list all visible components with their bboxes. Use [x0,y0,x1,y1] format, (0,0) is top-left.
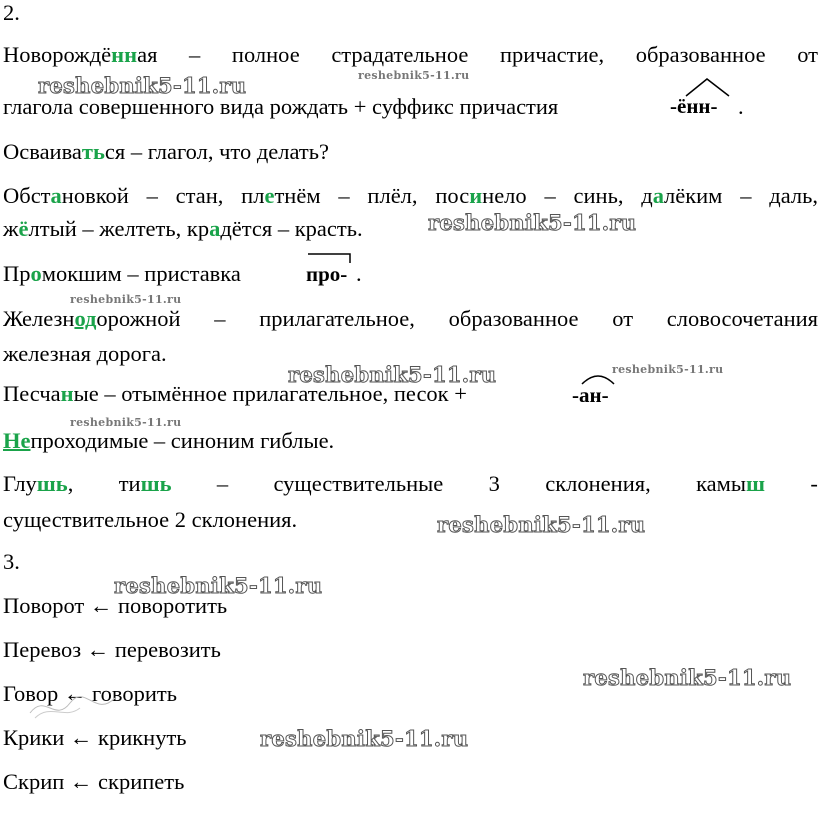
line-12: существительное 2 склонения. [3,507,298,532]
line-6-end: . [356,261,362,286]
t: мокшим – приставка [41,261,241,286]
list-item: Перевоз ← перевозить [3,637,221,662]
t: дётся – красть. [220,216,363,241]
line-3 [3,139,329,165]
t: , [67,471,74,496]
w3: – [216,471,229,496]
t: ые – отымённое прилагательное, песок + [73,381,467,406]
t: Пр [3,261,31,286]
t: Глу [3,471,37,496]
w4: существительные [273,471,444,496]
watermark: reshebnik5-11.ru [260,726,469,751]
watermark-small: reshebnik5-11.ru [70,293,182,306]
scribble-icon [25,688,135,728]
t: Обст [3,183,51,208]
t: тнём – плёл, пос [274,183,470,208]
hl: о [30,261,42,286]
line-7 [3,306,818,332]
line-2-end: . [738,94,744,119]
t: ти [118,471,141,496]
hl: нн [111,42,138,67]
watermark-small: reshebnik5-11.ru [358,69,470,82]
t: глагола совершенного вида рождать + суффикс причастия [3,94,559,119]
watermark: reshebnik5-11.ru [583,665,792,690]
watermark-small: reshebnik5-11.ru [612,363,724,376]
hl: шь [140,471,172,496]
t: камы [696,471,747,496]
watermark: reshebnik5-11.ru [38,73,247,98]
hl: шь [36,471,68,496]
line-5 [3,216,363,242]
hl: и [469,183,483,208]
t: Новорождё [3,42,112,67]
hl: а [652,183,664,208]
hl: а [50,183,62,208]
hl: н [60,381,74,406]
prefix-morpheme: про- [306,262,348,286]
w7 [696,471,765,497]
hl: од [74,306,97,331]
list-item: Поворот ← поворотить [3,593,228,618]
t: ж [3,216,19,241]
w8: - [810,471,818,496]
line-1 [3,42,818,68]
watermark: reshebnik5-11.ru [288,362,497,387]
list-item: Крики ← крикнуть [3,725,187,750]
hl: Не [3,428,31,453]
hl: ть [81,139,105,164]
t: новкой – стан, пл [61,183,265,208]
t: ся – глагол, что делать? [104,139,329,164]
hl: ё [18,216,29,241]
t: нело – синь, д [482,183,653,208]
line-8: железная дорога. [3,341,167,366]
t: ая – полное страдательное причастие, образованное от [137,42,818,67]
line-6 [3,261,241,287]
line-4 [3,183,818,209]
section-3-number: 3. [3,549,20,574]
line-10 [3,428,334,454]
t: лёким – даль, [663,183,819,208]
t: Осваива [3,139,82,164]
w1 [3,471,73,497]
watermark: reshebnik5-11.ru [437,512,646,537]
suffix-morpheme: -ённ- [670,94,718,118]
list-item: Скрип ← скрипеть [3,769,185,794]
watermark-small: reshebnik5-11.ru [70,416,182,429]
watermark: reshebnik5-11.ru [114,573,323,598]
w6: склонения, [545,471,651,496]
w2 [119,471,172,497]
t: Железн [3,306,75,331]
t: лтый – желтеть, кр [28,216,210,241]
t: проходимые – синоним гиблые. [30,428,335,453]
w5: 3 [488,471,500,496]
watermark: reshebnik5-11.ru [428,210,637,235]
hl: ш [746,471,766,496]
t: Песча [3,381,61,406]
list-item: Говор ← говорить [3,681,178,706]
t: орожной – прилагательное, образованное от словосочетания [96,306,818,331]
hl: а [209,216,221,241]
section-2-number: 2. [3,0,20,25]
suffix-morpheme-2: -ан- [572,383,609,407]
hl: е [264,183,275,208]
line-11 [3,471,818,497]
